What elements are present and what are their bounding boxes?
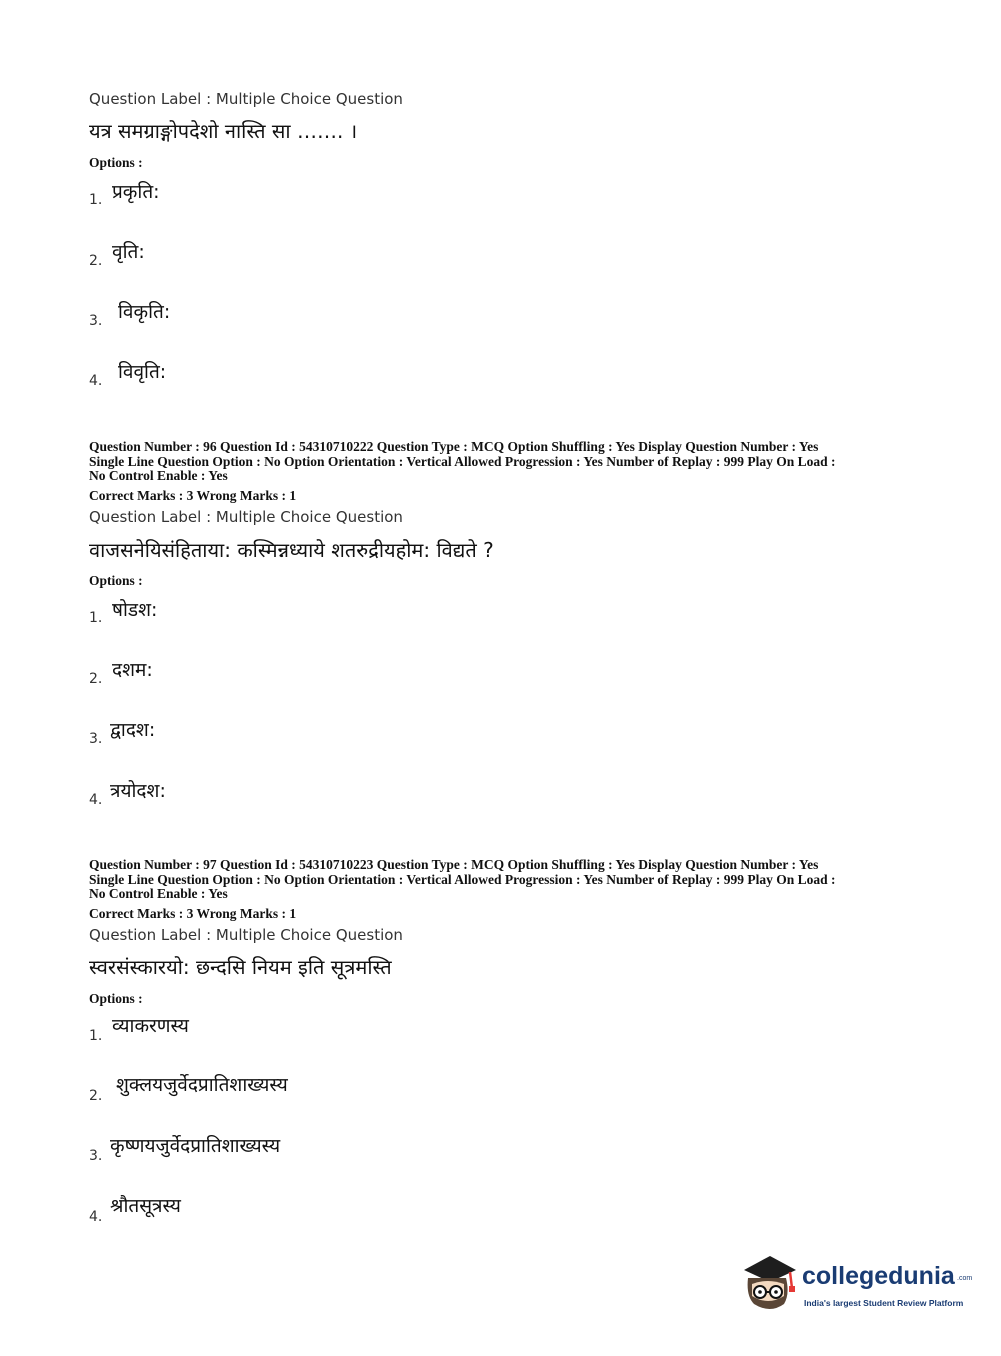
option-number: 2. (89, 671, 103, 687)
options-heading: Options : (89, 573, 143, 588)
logo-tagline: India's largest Student Review Platform (804, 1298, 964, 1308)
option-number: 4. (89, 792, 103, 808)
logo-com: .com (957, 1275, 973, 1282)
option-text: दशम: (112, 659, 153, 681)
question-marks: Correct Marks : 3 Wrong Marks : 1 (89, 906, 297, 921)
option-number: 1. (89, 610, 103, 626)
option-number: 3. (89, 313, 103, 329)
question-text: यत्र समग्राङ्गोपदेशो नास्ति सा ……. । (89, 119, 358, 143)
option-text: द्वादश: (110, 719, 156, 741)
question-meta: Single Line Question Option : No Option Orientation : Vertical Allowed Progression : Yes Number of Replay : 999 Play On Load : (89, 454, 836, 469)
option-text: प्रकृति: (112, 181, 160, 203)
option-text: विकृति: (118, 301, 171, 323)
question-meta: Single Line Question Option : No Option Orientation : Vertical Allowed Progression : Yes Number of Replay : 999 Play On Load : (89, 872, 836, 887)
option-number: 1. (89, 1028, 103, 1044)
question-marks: Correct Marks : 3 Wrong Marks : 1 (89, 488, 297, 503)
option-text: विवृति: (118, 361, 167, 383)
option-text: शुक्लयजुर्वेदप्रातिशाख्यस्य (116, 1074, 288, 1096)
option-number: 2. (89, 253, 103, 269)
option-number: 2. (89, 1088, 103, 1104)
option-text: वृति: (112, 241, 145, 263)
option-text: षोडश: (112, 599, 158, 621)
option-number: 3. (89, 731, 103, 747)
option-text: कृष्णयजुर्वेदप्रातिशाख्यस्य (110, 1135, 281, 1157)
option-number: 4. (89, 1209, 103, 1225)
option-number: 3. (89, 1148, 103, 1164)
option-text: त्रयोदश: (110, 780, 166, 802)
question-text: वाजसनेयिसंहिताया: कस्मिन्नध्याये शतरुद्रीयहोम: विद्यते ? (89, 538, 494, 562)
question-text: स्वरसंस्कारयो: छन्दसि नियम इति सूत्रमस्ति (89, 955, 392, 979)
question-label: Question Label : Multiple Choice Question (89, 508, 403, 526)
question-meta: Question Number : 96 Question Id : 54310710222 Question Type : MCQ Option Shuffling : Yes Display Question Number : Yes (89, 439, 819, 454)
option-text: व्याकरणस्य (112, 1015, 189, 1037)
option-number: 1. (89, 192, 103, 208)
options-heading: Options : (89, 991, 143, 1006)
question-label: Question Label : Multiple Choice Question (89, 926, 403, 944)
options-heading: Options : (89, 155, 143, 170)
question-meta: No Control Enable : Yes (89, 886, 228, 901)
collegedunia-logo (740, 1248, 973, 1318)
question-label: Question Label : Multiple Choice Question (89, 90, 403, 108)
mascot-graduation-cap-icon (740, 1252, 798, 1314)
logo-wordmark: collegedunia (802, 1262, 955, 1290)
question-meta: No Control Enable : Yes (89, 468, 228, 483)
option-text: श्रौतसूत्रस्य (110, 1195, 181, 1217)
option-number: 4. (89, 373, 103, 389)
question-meta: Question Number : 97 Question Id : 54310710223 Question Type : MCQ Option Shuffling : Yes Display Question Number : Yes (89, 857, 819, 872)
